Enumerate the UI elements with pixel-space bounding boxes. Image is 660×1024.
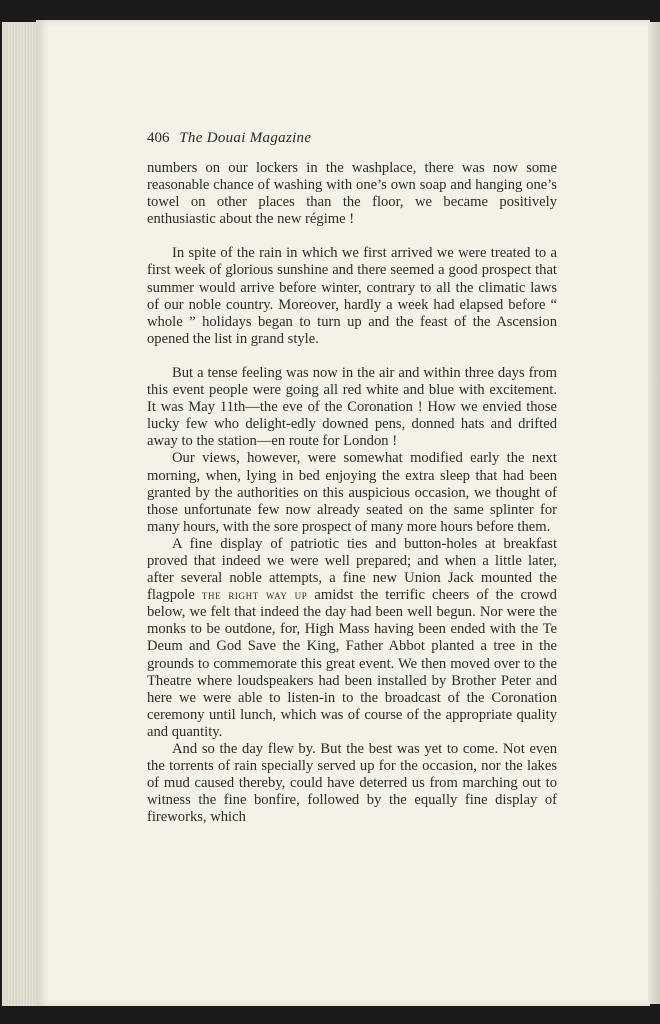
running-header [147,130,311,147]
paragraph [147,245,557,348]
right-page-edge [648,22,660,1004]
text-segment: In spite of the rain in which we first arrived we were treated to a first week of glorious sunshine and there seemed a good prospect that summer would arrive before winter, contrary to all the climatic laws of our noble country. Moreover, hardly a week had elapsed before “ whole ” holidays began to turn up and the feast of the Ascension opened the list in grand style. [147,245,557,347]
text-segment: Our views, however, were somewhat modified early the next morning, when, lying in bed enjoying the extra sleep that had been granted by the authorities on this auspicious occasion, we thought of those unfortunate few now already seated on the same splinter for many hours, with the sore prospect of many more hours before them. [147,450,557,535]
paragraph [147,365,557,450]
text-segment: A fine display of patriotic ties and button-holes at breakfast proved that indeed we were well prepared; and when a little later, after several noble attempts, a fine new Union Jack mounted the flagpole [147,535,557,604]
text-segment: amidst the terrific cheers of the crowd below, we felt that indeed the day had been well begun. Nor were the monks to be outdone, for, High Mass having been ended with the Te Deum and God Save the King, Father Abbot planted a tree in the grounds to commemorate this great event. We then moved over to the Theatre where loudspeakers had been installed by Brother Peter and here we were able to listen-in to the broadcast of the Coronation ceremony until lunch, which was of course of the appropriate quality and quantity. [147,587,557,740]
paragraph [147,741,557,826]
text-segment: But a tense feeling was now in the air and within three days from this event people were going all red white and blue with excitement. It was May 11th—the eve of the Coronation ! How we envied those lucky few who delight-edly downed pens, donned hats and drifted away to the station—en route for London ! [147,364,557,450]
page-number: 406 [147,130,170,146]
text-segment: And so the day flew by. But the best was yet to come. Not even the torrents of rain specially served up for the occasion, nor the lakes of mud caused thereby, could have deterred us from marching out to witness the fine bonfire, followed by the equally fine display of fireworks, which [147,741,557,826]
paragraph [147,536,557,741]
magazine-title: The Douai Magazine [179,130,312,146]
paragraph [147,160,557,228]
body-text [147,160,557,826]
small-caps-phrase: the right way up [201,588,308,603]
text-segment: numbers on our lockers in the washplace, there was now some reasonable chance of washing with one’s own soap and hanging one’s towel on other places than the floor, we became positively enthusiastic about the new régime ! [147,160,557,228]
paragraph [147,450,557,535]
page-edges [2,22,38,1006]
